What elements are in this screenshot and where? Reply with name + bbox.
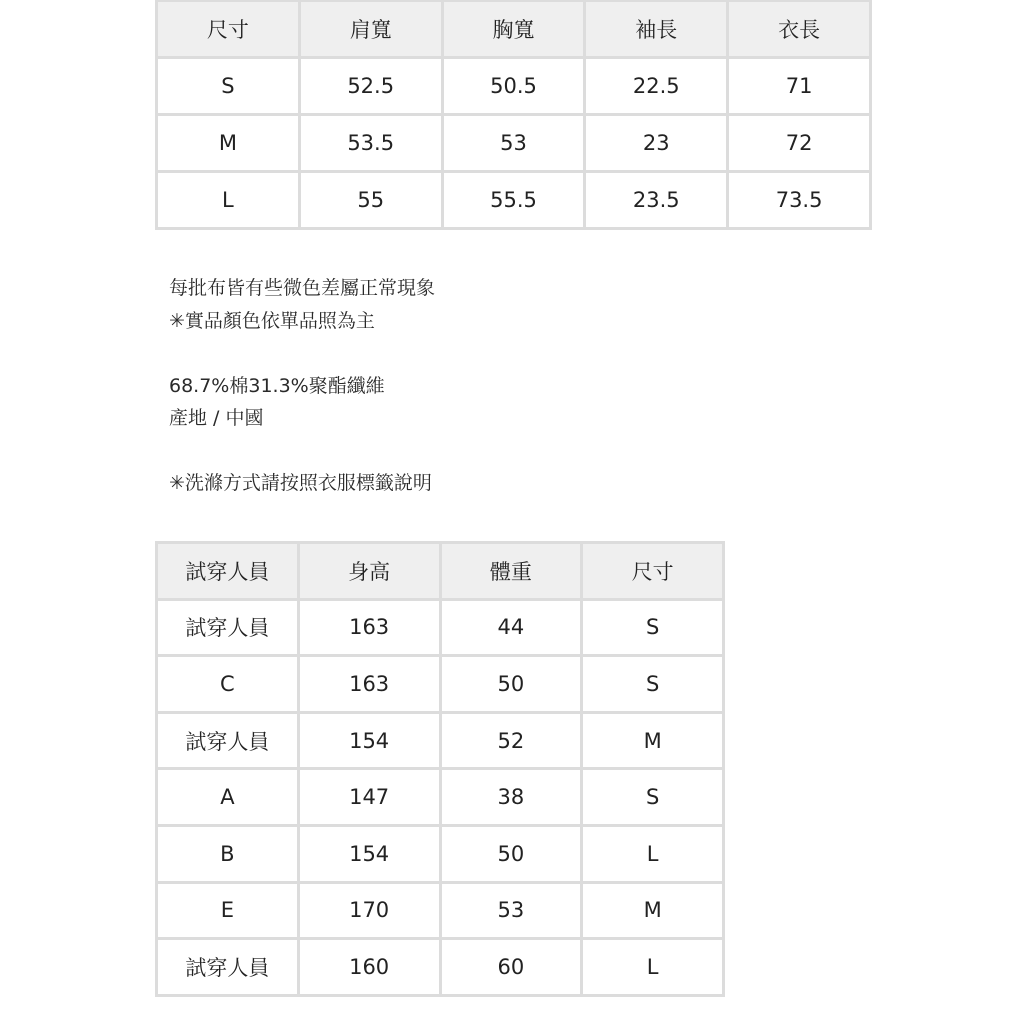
table-cell: 52 [440,712,582,769]
table-cell: M [582,882,724,939]
table-cell: 55 [299,172,442,229]
table-cell: 160 [298,939,440,996]
spacer [169,337,769,370]
table-cell: S [582,656,724,713]
table-cell: E [157,882,299,939]
table-cell: S [157,58,300,115]
size-header-shoulder: 肩寬 [299,1,442,58]
size-header-sleeve: 袖長 [585,1,728,58]
table-cell: 154 [298,712,440,769]
model-header-tester: 試穿人員 [157,543,299,600]
table-cell: 38 [440,769,582,826]
model-header-weight: 體重 [440,543,582,600]
table-cell: L [157,172,300,229]
table-cell: M [582,712,724,769]
size-header-size: 尺寸 [157,1,300,58]
table-cell: 55.5 [442,172,585,229]
table-row [157,115,871,172]
table-cell: 71 [728,58,871,115]
table-cell: S [582,769,724,826]
table-cell: 170 [298,882,440,939]
product-photo-note: ✳實品顏色依單品照為主 [169,309,375,332]
table-row [157,599,724,656]
model-header-height: 身高 [298,543,440,600]
table-row [157,825,724,882]
table-cell: M [157,115,300,172]
model-header-size: 尺寸 [582,543,724,600]
material-composition: 68.7%棉31.3%聚酯纖維 [169,374,385,397]
table-cell: 163 [298,656,440,713]
color-variation-note: 每批布皆有些微色差屬正常現象 [169,277,436,299]
product-notes [169,272,769,500]
table-cell: 163 [298,599,440,656]
table-cell: L [582,825,724,882]
table-cell: 22.5 [585,58,728,115]
table-cell: 試穿人員 [157,599,299,656]
table-row [157,58,871,115]
table-cell: 50.5 [442,58,585,115]
table-cell: C [157,656,299,713]
table-cell: 試穿人員 [157,939,299,996]
care-instructions-note: ✳洗滌方式請按照衣服標籤說明 [169,472,432,494]
table-cell: A [157,769,299,826]
table-cell: 72 [728,115,871,172]
table-cell: 53 [440,882,582,939]
size-chart-header-row [157,1,871,58]
table-cell: 50 [440,825,582,882]
table-cell: 試穿人員 [157,712,299,769]
table-row [157,769,724,826]
table-cell: 23.5 [585,172,728,229]
table-cell: 147 [298,769,440,826]
table-cell: 53 [442,115,585,172]
table-row [157,656,724,713]
table-cell: 53.5 [299,115,442,172]
table-row [157,172,871,229]
spacer [169,435,769,468]
table-cell: B [157,825,299,882]
table-row [157,712,724,769]
table-cell: 73.5 [728,172,871,229]
table-cell: S [582,599,724,656]
size-header-length: 衣長 [728,1,871,58]
table-cell: 50 [440,656,582,713]
size-chart-table [155,0,872,230]
size-header-chest: 胸寬 [442,1,585,58]
table-row [157,882,724,939]
table-cell: 23 [585,115,728,172]
table-cell: 154 [298,825,440,882]
model-table-header-row [157,543,724,600]
model-fit-table [155,541,725,997]
table-cell: 44 [440,599,582,656]
table-cell: 60 [440,939,582,996]
table-cell: 52.5 [299,58,442,115]
table-row [157,939,724,996]
country-of-origin: 產地 / 中國 [169,407,264,429]
table-cell: L [582,939,724,996]
